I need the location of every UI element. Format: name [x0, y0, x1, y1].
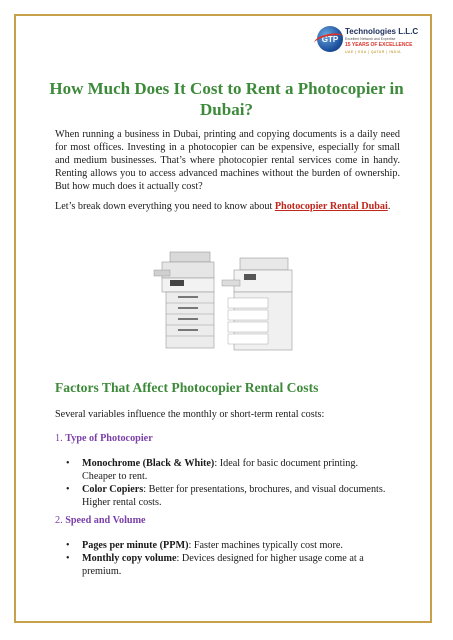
color-copier-illustration	[222, 258, 292, 350]
factor-number: 2.	[55, 515, 66, 526]
factor-list	[66, 539, 386, 578]
factor-number: 1.	[55, 433, 66, 444]
item-term: Monthly copy volume	[82, 553, 177, 564]
photocopier-rental-dubai-link[interactable]: Photocopier Rental Dubai	[274, 201, 388, 212]
page-title: How Much Does It Cost to Rent a Photocopier in Dubai?	[49, 79, 404, 119]
item-term: Color Copiers	[82, 484, 144, 495]
list-item	[66, 457, 386, 483]
logo-tagline: Excellent Network and Expertise	[345, 37, 396, 41]
list-item	[66, 539, 386, 552]
photocopier-machines-image	[148, 240, 306, 358]
factor-title: Type of Photocopier	[65, 433, 153, 444]
list-item	[66, 552, 386, 578]
section-intro: Several variables influence the monthly or short-term rental costs:	[55, 409, 325, 420]
logo-years-badge: 15 YEARS OF EXCELLENCE	[345, 42, 413, 48]
logo-cities: UAE | KSA | QATAR | INDIA	[345, 50, 401, 54]
company-logo[interactable]	[317, 26, 427, 58]
factor-list	[66, 457, 386, 509]
factor-heading	[55, 515, 146, 526]
factor-heading	[55, 433, 153, 444]
item-desc: : Faster machines typically cost more.	[188, 540, 343, 551]
lead-text: Let’s break down everything you need to know about	[55, 201, 275, 212]
item-desc: : Ideal for basic document printing. Cheaper to rent.	[82, 458, 359, 482]
factor-title: Speed and Volume	[65, 515, 146, 526]
item-desc: : Devices designed for higher usage come at a premium.	[82, 553, 364, 577]
item-desc: : Better for presentations, brochures, and visual documents. Higher rental costs.	[82, 484, 386, 508]
item-term: Pages per minute (PPM)	[82, 540, 189, 551]
logo-company-name: Technologies L.L.C	[345, 27, 419, 36]
lead-paragraph	[55, 200, 400, 213]
lead-end: .	[387, 201, 391, 212]
item-term: Monochrome (Black & White)	[82, 458, 215, 469]
section-heading: Factors That Affect Photocopier Rental Costs	[55, 380, 319, 395]
monochrome-copier-illustration	[154, 252, 214, 348]
globe-logo-icon: GTP	[317, 26, 343, 52]
intro-paragraph: When running a business in Dubai, printing and copying documents is a daily need for most offices. Investing in a photocopier can be expensive, especially for small and medium businesses. That’s where photocopier rental services come in handy. Renting allows you to access advanced machines without the burden of ownership. But how much does it actually cost?	[55, 129, 400, 192]
list-item	[66, 483, 386, 509]
